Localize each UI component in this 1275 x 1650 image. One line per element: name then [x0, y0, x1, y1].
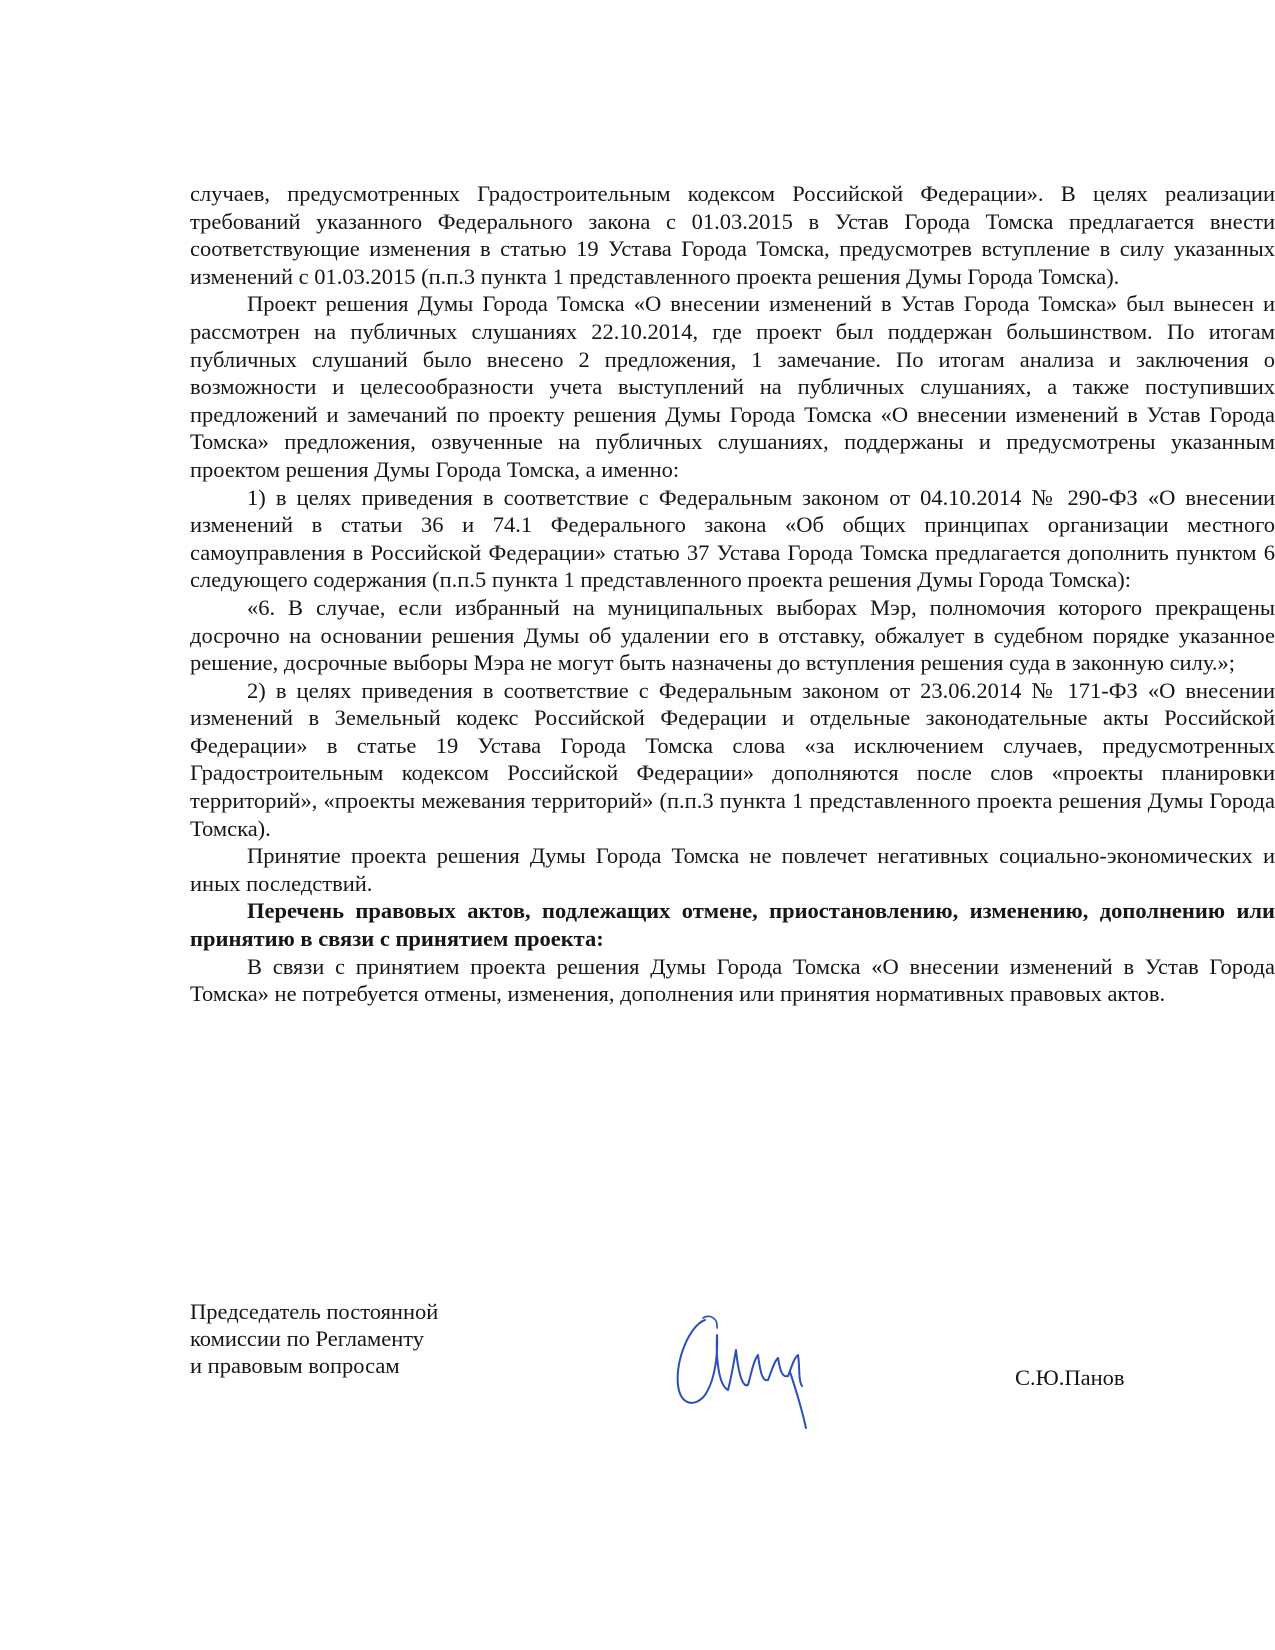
paragraph-2: Проект решения Думы Города Томска «О внесении изменений в Устав Города Томска» был вынесен и рассмотрен на публичных слушаниях 22.10.2014, где проект был поддержан большинством. По итогам публичных слушаний было внесено 2 предложения, 1 замечание. По итогам анализа и заключения о возможности и целесообразности учета выступлений на публичных слушаниях, а также поступивших предложений и замечаний по проекту решения Думы Города Томска «О внесении изменений в Устав Города Томска» предложения, озвученные на публичных слушаниях, поддержаны и предусмотрены указанным проектом решения Думы Города Томска, а именно: — [190, 291, 1275, 482]
signature-stroke-loop — [703, 1316, 717, 1328]
paragraph-1: случаев, предусмотренных Градостроительным кодексом Российской Федерации». В целях реализации требований указанного Федерального закона с 01.03.2015 в Устав Города Томска предлагается внести соответствующие изменения в статью 19 Устава Города Томска, предусмотрев вступление в силу указанных изменений с 01.03.2015 (п.п.3 пункта 1 представленного проекта решения Думы Города Томска). — [190, 181, 1275, 289]
paragraph-6: Принятие проекта решения Думы Города Томска не повлечет негативных социально-экономических и иных последствий. — [190, 843, 1275, 896]
signature-stroke-main — [678, 1320, 802, 1403]
paragraph-5: 2) в целях приведения в соответствие с Федеральным законом от 23.06.2014 № 171-ФЗ «О внесении изменений в Земельный кодекс Российской Федерации и отдельные законодательные акты Российской Федерации» в статье 19 Устава Города Томска слова «за исключением случаев, предусмотренных Градостроительным кодексом Российской Федерации» дополняются после слов «проекты планировки территорий», «проекты межевания территорий» (п.п.3 пункта 1 представленного проекта решения Думы Города Томска). — [190, 677, 1275, 841]
signatory-title — [190, 1298, 438, 1379]
signatory-name: С.Ю.Панов — [1015, 1365, 1125, 1390]
document-body — [190, 180, 1275, 1008]
signature-stroke-tail — [790, 1372, 806, 1428]
signatory-title-line-1: Председатель постоянной — [190, 1299, 439, 1324]
paragraph-4: «6. В случае, если избранный на муниципальных выборах Мэр, полномочия которого прекращены досрочно на основании решения Думы об удалении его в отставку, обжалует в судебном порядке указанное решение, досрочные выборы Мэра не могут быть назначены до вступления решения суда в законную силу.»; — [190, 594, 1275, 676]
paragraph-7-heading: Перечень правовых актов, подлежащих отмене, приостановлению, изменению, дополнению или принятию в связи с принятием проекта: — [190, 898, 1275, 952]
paragraph-8: В связи с принятием проекта решения Думы Города Томска «О внесении изменений в Устав Города Томска» не потребуется отмены, изменения, дополнения или принятия нормативных правовых актов. — [190, 953, 1275, 1007]
handwritten-signature — [670, 1300, 840, 1430]
paragraph-3: 1) в целях приведения в соответствие с Федеральным законом от 04.10.2014 № 290-ФЗ «О внесении изменений в статьи 36 и 74.1 Федерального закона «Об общих принципах организации местного самоуправления в Российской Федерации» статью 37 Устава Города Томска предлагается дополнить пунктом 6 следующего содержания (п.п.5 пункта 1 представленного проекта решения Думы Города Томска): — [190, 484, 1275, 593]
signatory-title-line-2: комиссии по Регламенту — [190, 1326, 425, 1351]
signatory-title-line-3: и правовым вопросам — [190, 1353, 400, 1378]
